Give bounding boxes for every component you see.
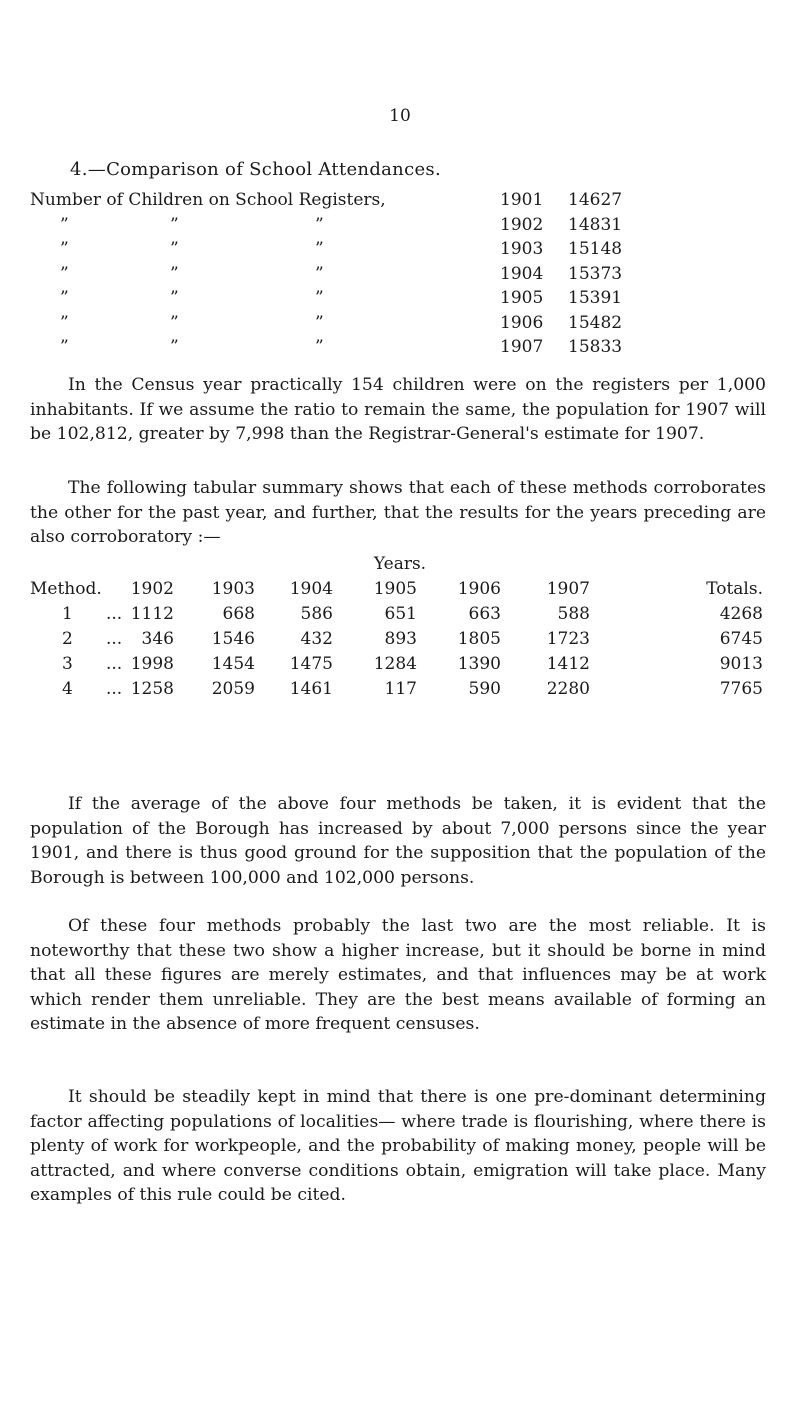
registers-count: 15373 [568,263,623,284]
ditto-mark: ” [60,239,69,259]
table-cell: 1998 [130,654,174,674]
leader-dots: ... [106,654,123,674]
table-cell: 1546 [211,629,255,649]
ditto-mark: ” [60,312,69,333]
registers-year: 1907 [500,337,544,357]
table-cell-total: 4268 [719,604,763,624]
table-cell: 588 [557,604,590,624]
ditto-mark: ” [170,337,179,357]
table-cell: 117 [384,679,417,699]
table-cell: 1475 [289,654,333,674]
ditto-mark: ” [170,214,179,235]
ditto-mark: ” [60,337,69,357]
page-number: 10 [389,106,411,126]
table-cell: 893 [384,629,417,649]
table-cell: 1412 [546,654,590,674]
summary-paragraph: The following tabular summary shows that each of these methods corroborates the other for the past year, and further, that the results for the years preceding are also corroboratory :— [30,478,766,547]
column-header: 1903 [211,579,255,599]
column-header: Totals. [706,579,763,599]
registers-count: 15482 [568,312,623,333]
table-cell-total: 9013 [719,654,763,674]
average-paragraph: If the average of the above four methods be taken, it is evident that the population of the Borough has increased by about 7,000 persons since the year 1901, and there is thus good ground for the supposition that the population of the Borough is between 100,000 and 102,000 persons. [30,794,766,888]
ditto-mark: ” [60,214,69,235]
table-cell: 663 [468,604,501,624]
ditto-mark: ” [315,337,324,357]
section-title: 4.—Comparison of School Attendances. [70,159,441,180]
table-cell: 432 [300,629,333,649]
registers-year: 1902 [500,214,544,235]
table-cell: 1390 [457,654,501,674]
ditto-mark: ” [315,214,324,235]
registers-count: 15148 [568,239,623,259]
ditto-mark: ” [170,288,179,308]
ditto-mark: ” [60,288,69,308]
column-header: 1905 [373,579,417,599]
leader-dots: ... [106,604,123,624]
method-number: 4 [62,679,73,699]
registers-table [30,190,750,362]
table-cell: 668 [222,604,255,624]
registers-count: 14627 [568,190,623,210]
table-cell-total: 6745 [719,629,763,649]
table-row [30,679,770,704]
column-header: 1902 [130,579,174,599]
registers-row [30,190,750,215]
registers-year: 1906 [500,312,544,333]
table-cell: 2280 [546,679,590,699]
registers-label: Number of Children on School Registers, [30,190,386,210]
table-cell: 1112 [130,604,174,624]
ditto-mark: ” [60,263,69,284]
registers-row [30,215,750,240]
table-row [30,604,770,629]
determining-paragraph: It should be steadily kept in mind that there is one pre-dominant determining factor affecting populations of localities— where trade is flourishing, where there is plenty of work for workpeople, and the probability of making money, people will be attracted, and where converse conditions obtain, emigration will take place. Many examples of this rule could be cited. [30,1087,766,1205]
registers-count: 15391 [568,288,623,308]
ditto-mark: ” [315,288,324,308]
column-header: Method. [30,579,102,599]
table-cell: 1461 [289,679,333,699]
registers-year: 1905 [500,288,544,308]
ditto-mark: ” [315,263,324,284]
registers-year: 1903 [500,239,544,259]
ditto-mark: ” [170,239,179,259]
registers-year: 1904 [500,263,544,284]
registers-row [30,264,750,289]
table-cell: 590 [468,679,501,699]
method-number: 3 [62,654,73,674]
ditto-mark: ” [170,312,179,333]
table-cell: 651 [384,604,417,624]
leader-dots: ... [106,629,123,649]
table-cell: 1805 [457,629,501,649]
table-cell: 1454 [211,654,255,674]
table-cell-total: 7765 [719,679,763,699]
table-cell: 1723 [546,629,590,649]
methods-header-row [30,579,770,604]
ditto-mark: ” [315,312,324,333]
registers-row [30,337,750,362]
column-header: 1906 [457,579,501,599]
table-row [30,629,770,654]
registers-row [30,313,750,338]
table-cell: 1258 [130,679,174,699]
column-header: 1907 [546,579,590,599]
leader-dots: ... [106,679,123,699]
registers-year: 1901 [500,190,544,210]
registers-row [30,288,750,313]
method-number: 2 [62,629,73,649]
reliable-paragraph: Of these four methods probably the last two are the most reliable. It is noteworthy that these two show a higher increase, but it should be borne in mind that all these figures are merely estimates, and that influences may be at work which render them unreliable. They are the best means available of forming an estimate in the absence of more frequent censuses. [30,916,766,1034]
registers-row [30,239,750,264]
methods-table [30,579,770,704]
census-paragraph: In the Census year practically 154 children were on the registers per 1,000 inhabitants. If we assume the ratio to remain the same, the population for 1907 will be 102,812, greater by 7,998 than the Registrar-General's estimate for 1907. [30,375,766,444]
ditto-mark: ” [170,263,179,284]
table-cell: 2059 [211,679,255,699]
table-cell: 346 [141,629,174,649]
method-number: 1 [62,604,73,624]
column-header: 1904 [289,579,333,599]
registers-count: 15833 [568,337,623,357]
years-caption: Years. [373,554,427,574]
ditto-mark: ” [315,239,324,259]
table-row [30,654,770,679]
registers-count: 14831 [568,214,623,235]
table-cell: 1284 [373,654,417,674]
table-cell: 586 [300,604,333,624]
